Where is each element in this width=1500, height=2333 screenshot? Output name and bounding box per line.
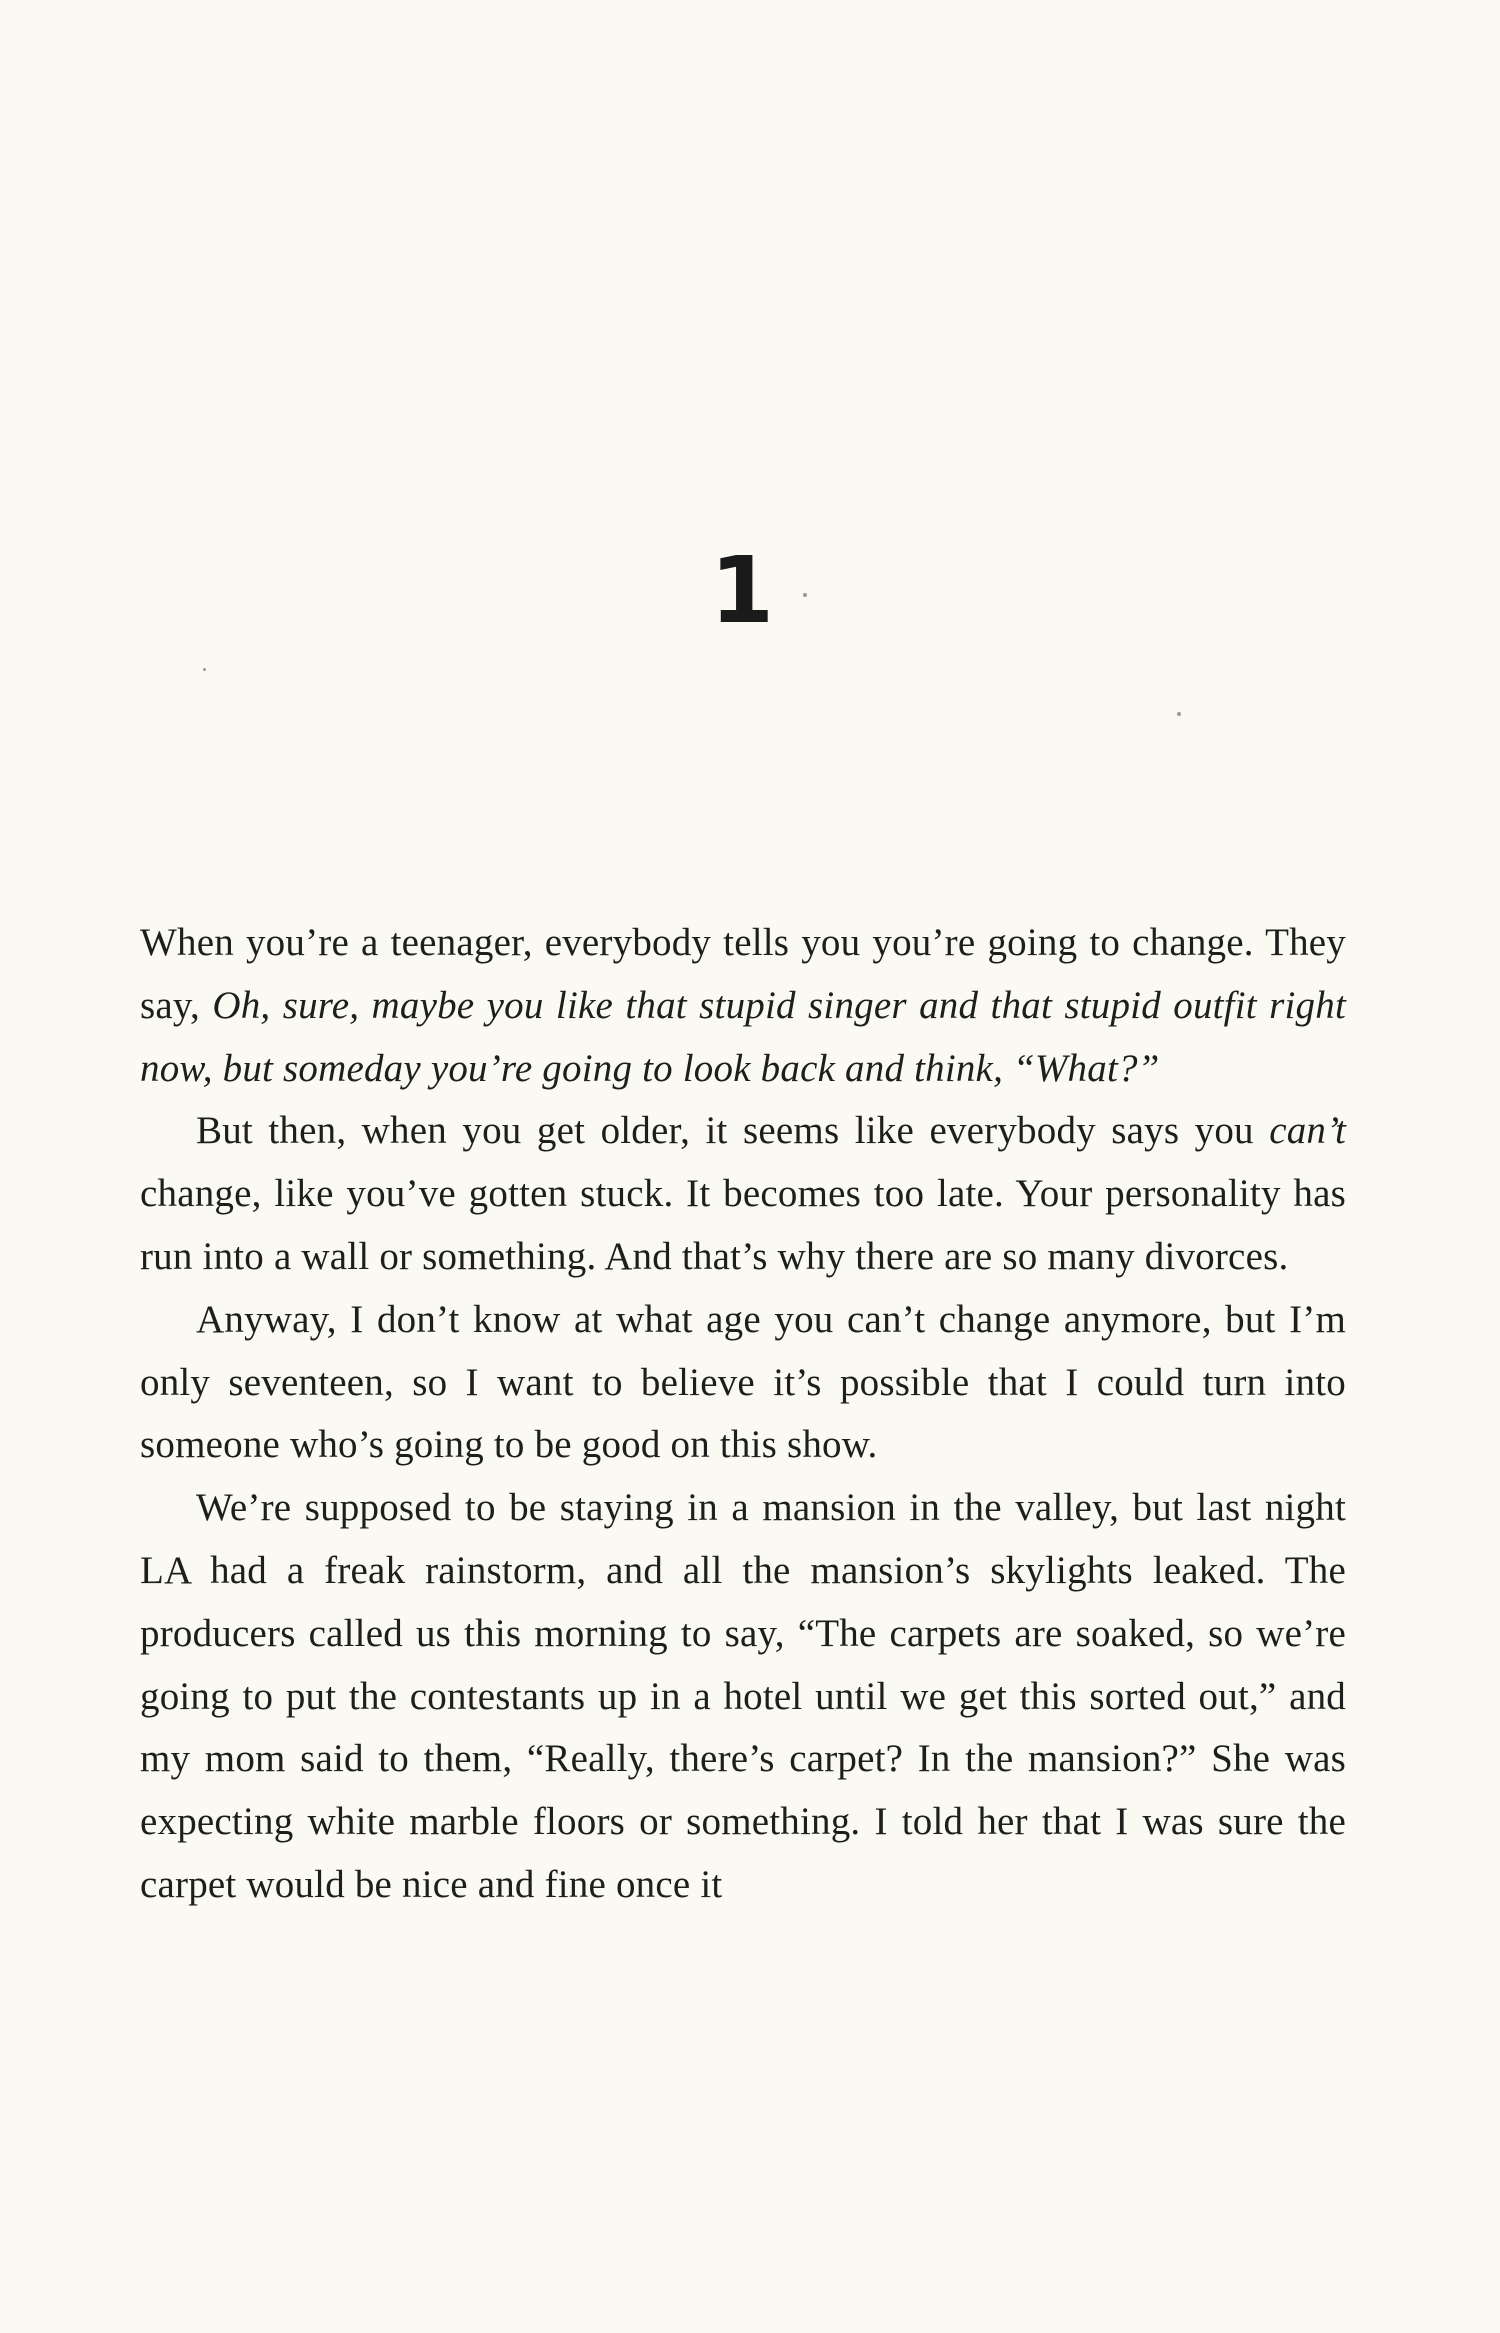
paper-speck (203, 668, 206, 671)
paragraph-text: Anyway, I don’t know at what age you can’t change anymore, but I’m only seventeen, so I want to believe it’s possible that I could turn into someone who’s going to be good on this show. (140, 1297, 1346, 1467)
paragraph (140, 1477, 1346, 1917)
chapter-body-text (140, 912, 1346, 1917)
paragraph-text: We’re supposed to be staying in a mansion in the valley, but last night LA had a freak rainstorm, and all the mansion’s skylights leaked. The producers called us this morning to say, “The carpets are soaked, so we’re going to put the contestants up in a hotel until we get this sorted out,” and my mom said to them, “Really, there’s carpet? In the mansion?” She was expecting white marble floors or something. I told her that I was sure the carpet would be nice and fine once it (140, 1486, 1346, 1906)
paragraph (140, 1100, 1346, 1288)
paper-speck (1177, 712, 1181, 716)
paragraph-italic-text: Oh, sure, maybe you like that stupid singer and that stupid outfit right now, but someday you’re going to look back and think, “What?” (140, 983, 1346, 1090)
paragraph (140, 1289, 1346, 1477)
paragraph-text: But then, when you get older, it seems like everybody says you (196, 1109, 1270, 1153)
paragraph-text: When you’re a teenager, everybody tells you you’re going to change. They say, (140, 921, 1346, 1027)
paragraph (140, 912, 1346, 1100)
paragraph-text: change, like you’ve gotten stuck. It becomes too late. Your personality has run into a wall or something. And that’s why there are so many divorces. (140, 1172, 1346, 1278)
paragraph-italic-text: can’t (1269, 1109, 1346, 1153)
chapter-number: 1 (709, 537, 774, 644)
